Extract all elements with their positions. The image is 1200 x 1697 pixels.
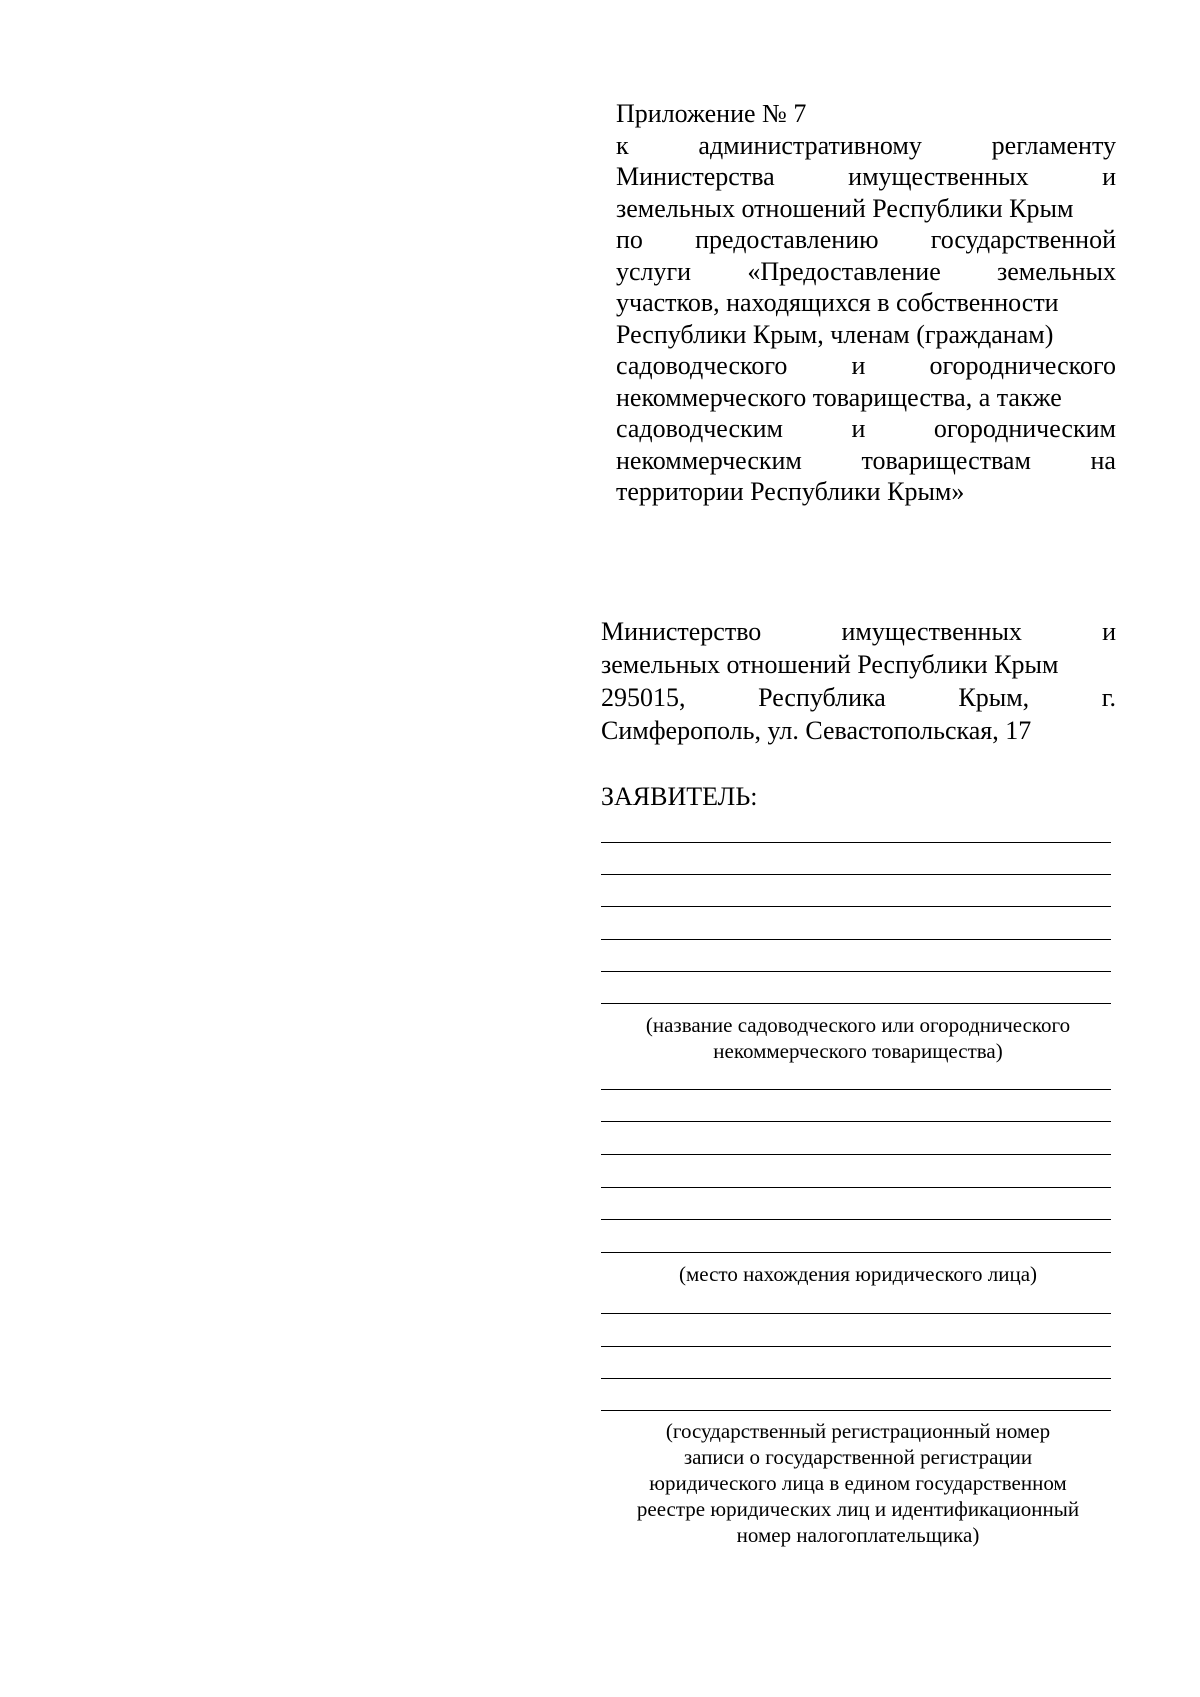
appendix-line-word: услуги	[616, 256, 692, 286]
appendix-line-word: регламенту	[991, 130, 1116, 160]
appendix-line-word: территории Республики Крым»	[616, 477, 965, 506]
appendix-line-word: Республики Крым, членам (гражданам)	[616, 319, 1054, 349]
appendix-header	[616, 98, 1116, 508]
appendix-line-word: административному	[698, 130, 922, 160]
fill-line[interactable]	[601, 874, 1111, 875]
fill-line[interactable]	[601, 1187, 1111, 1188]
recipient-line-word: Симферополь, ул. Севастопольская, 17	[601, 716, 1032, 745]
caption-location	[598, 1261, 1118, 1287]
fill-line[interactable]	[601, 1346, 1111, 1347]
caption-line: записи о государственной регистрации	[683, 1445, 1033, 1469]
appendix-line	[616, 445, 1116, 477]
appendix-line	[616, 193, 1116, 225]
caption-line: юридического лица в едином государственном	[649, 1471, 1067, 1495]
appendix-line-word: садоводческим	[616, 414, 784, 443]
fill-line[interactable]	[601, 1313, 1111, 1314]
appendix-line-word: имущественных	[848, 162, 1029, 191]
appendix-line	[616, 413, 1116, 445]
appendix-line-word: некоммерческим	[616, 445, 802, 475]
appendix-line-word: к	[616, 130, 629, 160]
fill-line[interactable]	[601, 971, 1111, 972]
appendix-line	[616, 319, 1116, 351]
fill-line[interactable]	[601, 1219, 1111, 1220]
appendix-line-word: садоводческого	[616, 351, 788, 380]
appendix-line-word: земельных	[996, 256, 1116, 286]
recipient-line-word: и	[1102, 617, 1116, 646]
fill-line[interactable]	[601, 842, 1111, 843]
fill-line[interactable]	[601, 939, 1111, 940]
appendix-line-word: государственной	[930, 225, 1116, 254]
appendix-line-word: товариществам	[861, 445, 1031, 475]
appendix-title: Приложение № 7	[616, 99, 807, 128]
appendix-line-word: Министерства	[616, 162, 775, 191]
fill-line[interactable]	[601, 1003, 1111, 1004]
recipient-line-word: 295015,	[601, 683, 686, 712]
caption-line: реестре юридических лиц и идентификационный	[636, 1497, 1080, 1521]
appendix-line-word: некоммерческого товарищества, а также	[616, 382, 1062, 412]
fill-line[interactable]	[601, 1378, 1111, 1379]
appendix-line-word: на	[1090, 445, 1116, 475]
appendix-line	[616, 287, 1116, 319]
appendix-line	[616, 161, 1116, 193]
appendix-line-word: участков, находящихся в собственности	[616, 288, 1059, 317]
caption-organization-name	[598, 1012, 1118, 1064]
recipient-line	[601, 681, 1116, 714]
recipient-line	[601, 648, 1116, 681]
recipient-line-word: г.	[1101, 683, 1116, 712]
appendix-line	[616, 350, 1116, 382]
recipient-line	[601, 714, 1116, 747]
fill-line[interactable]	[601, 1121, 1111, 1122]
fill-line[interactable]	[601, 1410, 1111, 1411]
caption-line: некоммерческого товарищества)	[713, 1039, 1003, 1063]
fill-line[interactable]	[601, 1154, 1111, 1155]
recipient-line-word: имущественных	[841, 617, 1022, 646]
appendix-line-word: «Предоставление	[747, 256, 941, 286]
recipient-line-word: земельных отношений Республики Крым	[601, 650, 1059, 679]
appendix-line-word: огородническим	[933, 414, 1116, 443]
caption-line: (государственный регистрационный номер	[665, 1419, 1051, 1443]
appendix-line-word: по	[616, 225, 643, 254]
appendix-line-word: предоставлению	[695, 225, 879, 254]
caption-line: (место нахождения юридического лица)	[678, 1262, 1038, 1286]
recipient-line-word: Министерство	[601, 617, 762, 646]
appendix-line	[616, 382, 1116, 414]
appendix-text	[616, 130, 1116, 508]
fill-line[interactable]	[601, 1252, 1111, 1253]
appendix-line	[616, 224, 1116, 256]
caption-registration	[598, 1418, 1118, 1548]
appendix-line	[616, 476, 1116, 508]
appendix-line-word: земельных отношений Республики Крым	[616, 193, 1074, 223]
recipient-line-word: Республика	[758, 683, 886, 712]
fill-line[interactable]	[601, 1089, 1111, 1090]
recipient-address	[601, 615, 1116, 747]
appendix-line	[616, 130, 1116, 162]
appendix-line-word: и	[1102, 162, 1116, 191]
appendix-line-word: и	[851, 351, 866, 380]
fill-line[interactable]	[601, 906, 1111, 907]
appendix-line-word: и	[851, 414, 866, 443]
caption-line: (название садоводческого или огороднического	[645, 1013, 1071, 1037]
recipient-line-word: Крым,	[958, 683, 1030, 712]
applicant-label: ЗАЯВИТЕЛЬ:	[601, 782, 758, 811]
appendix-line-word: огороднического	[929, 351, 1116, 380]
caption-line: номер налогоплательщика)	[736, 1523, 980, 1547]
recipient-line	[601, 615, 1116, 648]
appendix-line	[616, 256, 1116, 288]
